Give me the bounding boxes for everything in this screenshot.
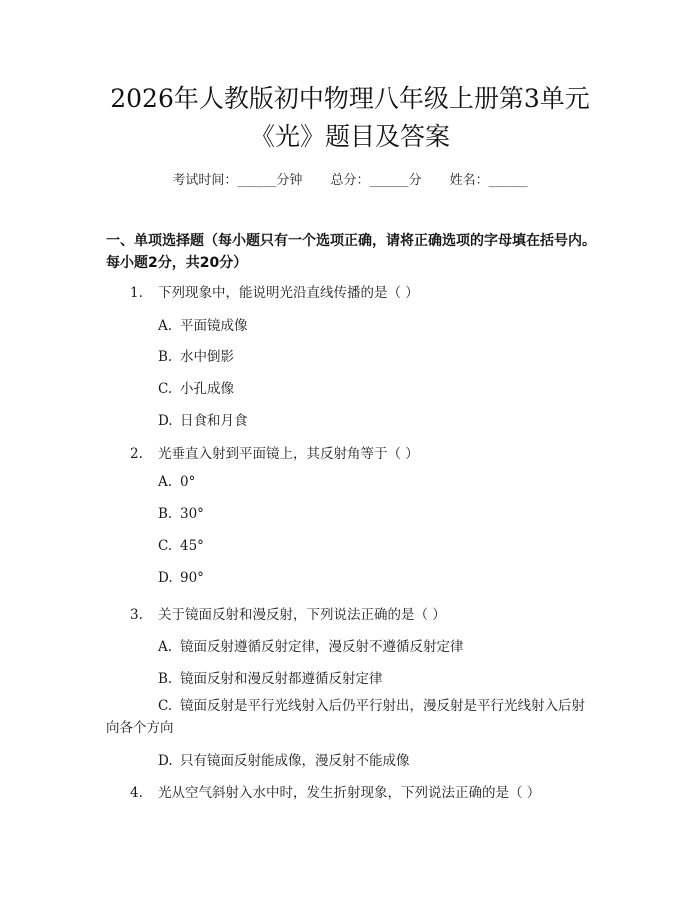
q1-option-a: [158, 314, 248, 334]
option-letter: A.: [158, 639, 173, 655]
option-text: 45°: [180, 538, 204, 554]
section-heading: 一、单项选择题（每小题只有一个选项正确，请将正确选项的字母填在括号内。每小题2分，共20分）: [106, 233, 596, 271]
document-title: [0, 80, 700, 156]
q1-option-d: [158, 409, 248, 429]
option-letter: B.: [158, 349, 173, 365]
student-name: 姓名：______: [449, 173, 528, 188]
option-text: 30°: [180, 506, 204, 522]
question-number: 1.: [130, 285, 143, 301]
option-letter: D.: [158, 570, 173, 586]
option-text: 90°: [180, 570, 204, 586]
option-letter: D.: [158, 753, 173, 769]
option-letter: B.: [158, 506, 173, 522]
option-text: 水中倒影: [180, 349, 234, 365]
question-2: [130, 442, 419, 462]
question-4: [130, 781, 540, 801]
question-text: 光垂直入射到平面镜上，其反射角等于（ ）: [158, 446, 419, 462]
question-number: 3.: [130, 607, 143, 623]
q1-option-c: [158, 377, 234, 397]
question-number: 4.: [130, 785, 143, 801]
question-text: 下列现象中，能说明光沿直线传播的是（ ）: [158, 285, 419, 301]
q3-option-a: [158, 635, 464, 655]
option-text: 只有镜面反射能成像，漫反射不能成像: [180, 753, 410, 769]
q3-option-c: [106, 695, 596, 739]
question-3: [130, 603, 446, 623]
q3-option-d: [158, 749, 410, 769]
title-line-2: 《光》题目及答案: [249, 122, 450, 151]
q3-option-b: [158, 667, 383, 687]
q2-option-d: [158, 570, 204, 586]
option-text: 平面镜成像: [180, 318, 248, 334]
q1-option-b: [158, 345, 234, 365]
option-text: 日食和月食: [180, 413, 248, 429]
question-text: 关于镜面反射和漫反射，下列说法正确的是（ ）: [158, 607, 446, 623]
exam-time: 考试时间：______分钟: [172, 173, 303, 188]
option-letter: C.: [158, 538, 173, 554]
exam-score: 总分：______分: [330, 173, 422, 188]
option-text: 镜面反射是平行光线射入后仍平行射出，漫反射是平行光线射入后射向各个方向: [106, 698, 585, 736]
option-letter: D.: [158, 413, 173, 429]
question-1: [130, 281, 419, 301]
option-text: 0°: [180, 474, 196, 490]
q2-option-b: [158, 506, 204, 522]
option-text: 镜面反射遵循反射定律，漫反射不遵循反射定律: [180, 639, 464, 655]
option-letter: C.: [158, 698, 173, 714]
option-letter: B.: [158, 671, 173, 687]
option-letter: A.: [158, 474, 173, 490]
q2-option-a: [158, 474, 195, 490]
q2-option-c: [158, 538, 204, 554]
option-letter: C.: [158, 381, 173, 397]
question-number: 2.: [130, 446, 143, 462]
question-text: 光从空气斜射入水中时，发生折射现象，下列说法正确的是（ ）: [158, 785, 541, 801]
option-text: 小孔成像: [180, 381, 234, 397]
option-text: 镜面反射和漫反射都遵循反射定律: [180, 671, 383, 687]
exam-meta: [0, 169, 700, 188]
option-letter: A.: [158, 318, 173, 334]
title-line-1: 2026年人教版初中物理八年级上册第3单元: [110, 84, 590, 113]
